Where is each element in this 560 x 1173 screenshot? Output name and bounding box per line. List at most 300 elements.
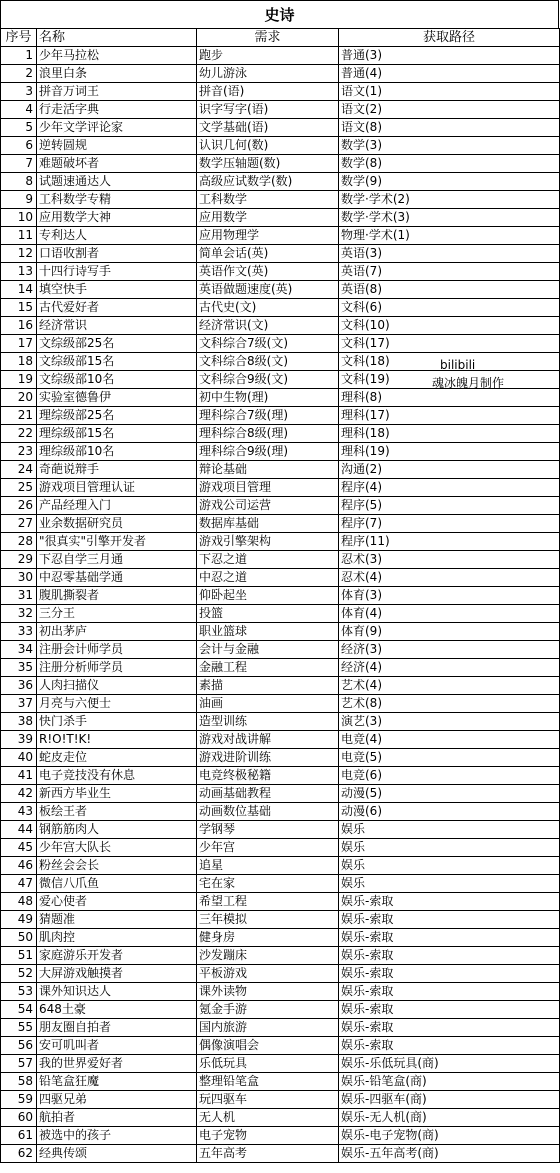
row-source: 文科(10): [339, 317, 560, 335]
table-row: [1, 911, 560, 929]
row-index: 50: [1, 929, 37, 947]
row-index: 60: [1, 1109, 37, 1127]
row-source: 娱乐-五年高考(商): [339, 1145, 560, 1163]
row-source: 体育(9): [339, 623, 560, 641]
row-source: 数学·学术(2): [339, 191, 560, 209]
row-name: 朋友圈自拍者: [37, 1019, 197, 1037]
table-row: [1, 893, 560, 911]
row-requirement: 少年宫: [197, 839, 339, 857]
row-requirement: 下忍之道: [197, 551, 339, 569]
row-name: 填空快手: [37, 281, 197, 299]
row-name: 产品经理入门: [37, 497, 197, 515]
row-requirement: 造型训练: [197, 713, 339, 731]
row-requirement: 追星: [197, 857, 339, 875]
table-row: [1, 875, 560, 893]
row-index: 46: [1, 857, 37, 875]
row-name: 三分王: [37, 605, 197, 623]
row-name: 粉丝会会长: [37, 857, 197, 875]
row-requirement: 应用物理学: [197, 227, 339, 245]
row-name: 工科数学专精: [37, 191, 197, 209]
row-requirement: 动画基础教程: [197, 785, 339, 803]
row-source: 文科(19): [339, 371, 560, 389]
header-index: 序号: [1, 29, 37, 47]
row-source: 娱乐: [339, 821, 560, 839]
row-index: 43: [1, 803, 37, 821]
row-requirement: 游戏进阶训练: [197, 749, 339, 767]
row-requirement: 电子宠物: [197, 1127, 339, 1145]
row-index: 10: [1, 209, 37, 227]
row-index: 38: [1, 713, 37, 731]
row-source: 电竞(6): [339, 767, 560, 785]
row-source: 沟通(2): [339, 461, 560, 479]
table-row: [1, 47, 560, 65]
row-source: 理科(17): [339, 407, 560, 425]
row-requirement: 五年高考: [197, 1145, 339, 1163]
table-row: [1, 1073, 560, 1091]
row-source: 程序(5): [339, 497, 560, 515]
table-row: [1, 749, 560, 767]
table-row: [1, 659, 560, 677]
row-index: 1: [1, 47, 37, 65]
table-row: [1, 731, 560, 749]
row-source: 娱乐-索取: [339, 983, 560, 1001]
row-index: 6: [1, 137, 37, 155]
row-source: 语文(8): [339, 119, 560, 137]
row-requirement: 金融工程: [197, 659, 339, 677]
row-name: 肌肉控: [37, 929, 197, 947]
row-index: 44: [1, 821, 37, 839]
row-index: 23: [1, 443, 37, 461]
row-requirement: 文学基础(语): [197, 119, 339, 137]
row-index: 52: [1, 965, 37, 983]
row-name: 行走活字典: [37, 101, 197, 119]
header-source: 获取路径: [339, 29, 560, 47]
row-index: 40: [1, 749, 37, 767]
table-row: [1, 335, 560, 353]
row-source: 娱乐-铅笔盒(商): [339, 1073, 560, 1091]
table-row: [1, 191, 560, 209]
table-row: [1, 209, 560, 227]
row-source: 体育(3): [339, 587, 560, 605]
row-requirement: 文科综合9级(文): [197, 371, 339, 389]
table-row: [1, 83, 560, 101]
row-source: 数学(8): [339, 155, 560, 173]
row-requirement: 数学压轴题(数): [197, 155, 339, 173]
row-source: 经济(4): [339, 659, 560, 677]
row-source: 英语(8): [339, 281, 560, 299]
row-index: 28: [1, 533, 37, 551]
row-source: 艺术(8): [339, 695, 560, 713]
table-row: [1, 803, 560, 821]
row-name: 航拍者: [37, 1109, 197, 1127]
sheet-title: 史诗: [0, 0, 559, 28]
row-source: 娱乐-索取: [339, 1037, 560, 1055]
row-index: 12: [1, 245, 37, 263]
row-index: 56: [1, 1037, 37, 1055]
row-index: 33: [1, 623, 37, 641]
row-requirement: 会计与金融: [197, 641, 339, 659]
row-requirement: 游戏项目管理: [197, 479, 339, 497]
table-row: [1, 1019, 560, 1037]
row-source: 文科(17): [339, 335, 560, 353]
row-name: 逆转圆规: [37, 137, 197, 155]
table-row: [1, 839, 560, 857]
row-name: 文综级部25名: [37, 335, 197, 353]
row-index: 32: [1, 605, 37, 623]
table-row: [1, 461, 560, 479]
row-index: 22: [1, 425, 37, 443]
header-name: 名称: [37, 29, 197, 47]
table-row: [1, 1091, 560, 1109]
row-source: 艺术(4): [339, 677, 560, 695]
row-index: 2: [1, 65, 37, 83]
row-index: 42: [1, 785, 37, 803]
table-row: [1, 605, 560, 623]
table-row: [1, 767, 560, 785]
table-row: [1, 515, 560, 533]
table-row: [1, 443, 560, 461]
row-index: 27: [1, 515, 37, 533]
row-name: 快门杀手: [37, 713, 197, 731]
row-source: 程序(4): [339, 479, 560, 497]
row-index: 15: [1, 299, 37, 317]
watermark-site: bilibili: [440, 358, 476, 372]
row-name: 微信八爪鱼: [37, 875, 197, 893]
row-requirement: 英语作文(英): [197, 263, 339, 281]
row-name: 试题速通达人: [37, 173, 197, 191]
row-source: 电竞(5): [339, 749, 560, 767]
row-requirement: 动画数位基础: [197, 803, 339, 821]
row-requirement: 宅在家: [197, 875, 339, 893]
row-name: 游戏项目管理认证: [37, 479, 197, 497]
table-row: [1, 245, 560, 263]
row-name: "很真实"引擎开发者: [37, 533, 197, 551]
row-index: 14: [1, 281, 37, 299]
row-requirement: 跑步: [197, 47, 339, 65]
row-name: 应用数学大神: [37, 209, 197, 227]
row-index: 47: [1, 875, 37, 893]
table-row: [1, 713, 560, 731]
table-row: [1, 299, 560, 317]
table-row: [1, 317, 560, 335]
row-requirement: 英语做题速度(英): [197, 281, 339, 299]
row-source: 娱乐-电子宠物(商): [339, 1127, 560, 1145]
table-row: [1, 641, 560, 659]
row-requirement: 无人机: [197, 1109, 339, 1127]
row-source: 英语(7): [339, 263, 560, 281]
table-row: [1, 947, 560, 965]
row-name: 业余数据研究员: [37, 515, 197, 533]
row-source: 动漫(5): [339, 785, 560, 803]
row-requirement: 文科综合7级(文): [197, 335, 339, 353]
row-requirement: 整理铅笔盒: [197, 1073, 339, 1091]
row-requirement: 中忍之道: [197, 569, 339, 587]
row-requirement: 应用数学: [197, 209, 339, 227]
row-name: 铅笔盒狂魔: [37, 1073, 197, 1091]
row-source: 电竞(4): [339, 731, 560, 749]
row-source: 程序(7): [339, 515, 560, 533]
table-row: [1, 479, 560, 497]
table-row: [1, 1055, 560, 1073]
row-name: 中忍零基础学通: [37, 569, 197, 587]
table-row: [1, 929, 560, 947]
row-name: 少年马拉松: [37, 47, 197, 65]
row-source: 数学(3): [339, 137, 560, 155]
row-name: 浪里白条: [37, 65, 197, 83]
row-source: 语文(1): [339, 83, 560, 101]
row-name: 初出茅庐: [37, 623, 197, 641]
row-index: 30: [1, 569, 37, 587]
table-row: [1, 587, 560, 605]
table-row: [1, 965, 560, 983]
row-index: 53: [1, 983, 37, 1001]
row-index: 62: [1, 1145, 37, 1163]
row-name: 少年文学评论家: [37, 119, 197, 137]
row-name: 腹肌撕裂者: [37, 587, 197, 605]
row-requirement: 数据库基础: [197, 515, 339, 533]
row-index: 48: [1, 893, 37, 911]
row-source: 普通(3): [339, 47, 560, 65]
row-name: 少年宫大队长: [37, 839, 197, 857]
row-name: 经典传颂: [37, 1145, 197, 1163]
table-row: [1, 695, 560, 713]
row-requirement: 氪金手游: [197, 1001, 339, 1019]
row-index: 35: [1, 659, 37, 677]
row-index: 58: [1, 1073, 37, 1091]
row-index: 57: [1, 1055, 37, 1073]
row-index: 3: [1, 83, 37, 101]
row-name: 难题破坏者: [37, 155, 197, 173]
row-name: 实验室德鲁伊: [37, 389, 197, 407]
row-index: 45: [1, 839, 37, 857]
row-source: 娱乐-四驱车(商): [339, 1091, 560, 1109]
table-row: [1, 263, 560, 281]
row-requirement: 理科综合8级(理): [197, 425, 339, 443]
row-source: 理科(18): [339, 425, 560, 443]
table-row: [1, 1145, 560, 1163]
row-source: 娱乐: [339, 857, 560, 875]
row-requirement: 经济常识(文): [197, 317, 339, 335]
row-source: 娱乐-索取: [339, 1001, 560, 1019]
row-name: 爱心使者: [37, 893, 197, 911]
table-body: [1, 47, 560, 1163]
row-index: 5: [1, 119, 37, 137]
row-requirement: 游戏公司运营: [197, 497, 339, 515]
row-index: 41: [1, 767, 37, 785]
table-row: [1, 281, 560, 299]
row-index: 61: [1, 1127, 37, 1145]
row-source: 普通(4): [339, 65, 560, 83]
row-name: 十四行诗写手: [37, 263, 197, 281]
table-row: [1, 101, 560, 119]
table-row: [1, 1109, 560, 1127]
row-requirement: 油画: [197, 695, 339, 713]
table-row: [1, 137, 560, 155]
row-index: 54: [1, 1001, 37, 1019]
row-source: 娱乐-索取: [339, 965, 560, 983]
row-requirement: 游戏对战讲解: [197, 731, 339, 749]
row-name: 古代爱好者: [37, 299, 197, 317]
row-index: 11: [1, 227, 37, 245]
table-row: [1, 821, 560, 839]
row-index: 20: [1, 389, 37, 407]
row-name: 课外知识达人: [37, 983, 197, 1001]
row-requirement: 初中生物(理): [197, 389, 339, 407]
row-source: 程序(11): [339, 533, 560, 551]
row-source: 理科(8): [339, 389, 560, 407]
row-index: 59: [1, 1091, 37, 1109]
row-source: 娱乐-索取: [339, 893, 560, 911]
table-row: [1, 407, 560, 425]
row-requirement: 国内旅游: [197, 1019, 339, 1037]
header-row: [1, 29, 560, 47]
row-requirement: 高级应试数学(数): [197, 173, 339, 191]
row-index: 7: [1, 155, 37, 173]
row-requirement: 三年模拟: [197, 911, 339, 929]
row-index: 55: [1, 1019, 37, 1037]
table-row: [1, 569, 560, 587]
row-index: 31: [1, 587, 37, 605]
row-requirement: 古代史(文): [197, 299, 339, 317]
row-index: 9: [1, 191, 37, 209]
row-name: 648土豪: [37, 1001, 197, 1019]
row-name: 板绘王者: [37, 803, 197, 821]
row-source: 动漫(6): [339, 803, 560, 821]
table-row: [1, 857, 560, 875]
row-index: 19: [1, 371, 37, 389]
row-source: 经济(3): [339, 641, 560, 659]
row-requirement: 理科综合9级(理): [197, 443, 339, 461]
row-source: 体育(4): [339, 605, 560, 623]
table-row: [1, 155, 560, 173]
table-row: [1, 119, 560, 137]
row-index: 16: [1, 317, 37, 335]
table-row: [1, 65, 560, 83]
table-row: [1, 983, 560, 1001]
row-requirement: 平板游戏: [197, 965, 339, 983]
row-index: 29: [1, 551, 37, 569]
row-name: 我的世界爱好者: [37, 1055, 197, 1073]
row-source: 娱乐-无人机(商): [339, 1109, 560, 1127]
row-source: 文科(18): [339, 353, 560, 371]
row-name: 蛇皮走位: [37, 749, 197, 767]
row-index: 8: [1, 173, 37, 191]
row-name: 注册会计师学员: [37, 641, 197, 659]
row-name: 文综级部15名: [37, 353, 197, 371]
row-index: 37: [1, 695, 37, 713]
row-index: 25: [1, 479, 37, 497]
row-source: 语文(2): [339, 101, 560, 119]
row-name: 家庭游乐开发者: [37, 947, 197, 965]
row-index: 39: [1, 731, 37, 749]
row-name: 人肉扫描仪: [37, 677, 197, 695]
row-name: 拼音万词王: [37, 83, 197, 101]
row-requirement: 工科数学: [197, 191, 339, 209]
row-source: 数学·学术(3): [339, 209, 560, 227]
row-index: 21: [1, 407, 37, 425]
row-index: 13: [1, 263, 37, 281]
row-name: 猜题准: [37, 911, 197, 929]
row-source: 娱乐-索取: [339, 1019, 560, 1037]
header-requirement: 需求: [197, 29, 339, 47]
row-requirement: 理科综合7级(理): [197, 407, 339, 425]
table-row: [1, 353, 560, 371]
row-source: 理科(19): [339, 443, 560, 461]
row-source: 娱乐: [339, 839, 560, 857]
row-name: 四驱兄弟: [37, 1091, 197, 1109]
row-requirement: 幼儿游泳: [197, 65, 339, 83]
row-name: 文综级部10名: [37, 371, 197, 389]
table-row: [1, 1001, 560, 1019]
row-name: 理综级部10名: [37, 443, 197, 461]
row-name: 新西方毕业生: [37, 785, 197, 803]
row-index: 24: [1, 461, 37, 479]
row-name: 钢筋筋肉人: [37, 821, 197, 839]
row-requirement: 识字写字(语): [197, 101, 339, 119]
row-source: 娱乐-索取: [339, 929, 560, 947]
row-name: 经济常识: [37, 317, 197, 335]
row-source: 文科(6): [339, 299, 560, 317]
row-requirement: 课外读物: [197, 983, 339, 1001]
table-row: [1, 551, 560, 569]
table-row: [1, 533, 560, 551]
row-source: 数学(9): [339, 173, 560, 191]
row-requirement: 简单会话(英): [197, 245, 339, 263]
row-index: 17: [1, 335, 37, 353]
row-name: 注册分析师学员: [37, 659, 197, 677]
table-row: [1, 173, 560, 191]
row-requirement: 仰卧起坐: [197, 587, 339, 605]
row-requirement: 电竞终极秘籍: [197, 767, 339, 785]
row-requirement: 乐低玩具: [197, 1055, 339, 1073]
row-name: 大屏游戏触摸者: [37, 965, 197, 983]
row-index: 4: [1, 101, 37, 119]
row-index: 18: [1, 353, 37, 371]
row-requirement: 偶像演唱会: [197, 1037, 339, 1055]
row-source: 物理·学术(1): [339, 227, 560, 245]
row-name: 理综级部25名: [37, 407, 197, 425]
table-row: [1, 425, 560, 443]
row-name: R!O!T!K!: [37, 731, 197, 749]
row-name: 安可叽叫者: [37, 1037, 197, 1055]
watermark-author: 魂冰魄月制作: [432, 376, 505, 390]
row-source: 忍术(3): [339, 551, 560, 569]
row-requirement: 素描: [197, 677, 339, 695]
table-row: [1, 785, 560, 803]
row-requirement: 辩论基础: [197, 461, 339, 479]
row-requirement: 投篮: [197, 605, 339, 623]
row-index: 36: [1, 677, 37, 695]
table-row: [1, 497, 560, 515]
row-requirement: 游戏引擎架构: [197, 533, 339, 551]
row-requirement: 学钢琴: [197, 821, 339, 839]
row-index: 51: [1, 947, 37, 965]
row-name: 口语收割者: [37, 245, 197, 263]
row-name: 电子竞技没有休息: [37, 767, 197, 785]
row-requirement: 拼音(语): [197, 83, 339, 101]
row-index: 49: [1, 911, 37, 929]
row-source: 娱乐: [339, 875, 560, 893]
row-index: 26: [1, 497, 37, 515]
row-requirement: 玩四驱车: [197, 1091, 339, 1109]
table-row: [1, 623, 560, 641]
row-name: 月亮与六便士: [37, 695, 197, 713]
row-name: 奇葩说辩手: [37, 461, 197, 479]
row-source: 娱乐-索取: [339, 947, 560, 965]
row-index: 34: [1, 641, 37, 659]
table-row: [1, 1037, 560, 1055]
row-requirement: 文科综合8级(文): [197, 353, 339, 371]
